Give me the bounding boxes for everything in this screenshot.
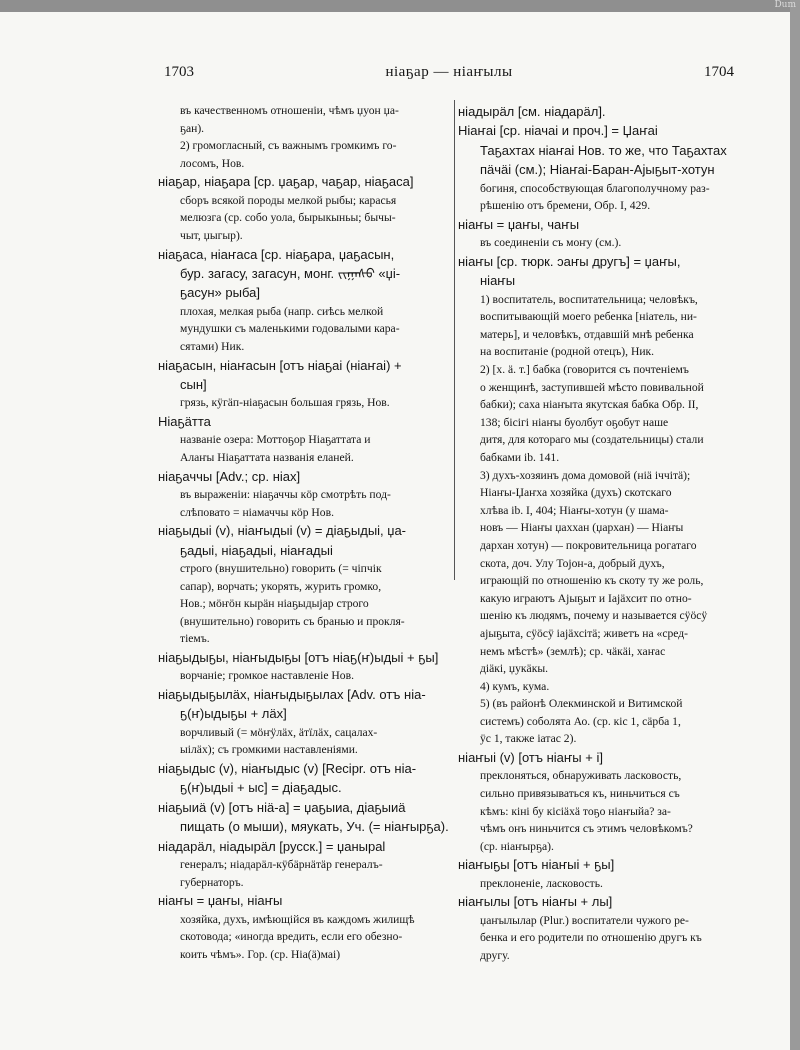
scan-right-edge — [790, 0, 800, 1050]
right-column — [458, 102, 738, 965]
text-line: богиня, способствующая благополучному раз- — [480, 181, 710, 195]
text-line: названіе озера: Моттоҕор Ніаҕаттата и — [180, 433, 371, 447]
headword-line: ніадырäл [см. ніадарäл]. — [458, 104, 606, 119]
text-line: строго (внушительно) говорить (= чіпчік — [180, 561, 382, 575]
text-line: сапар), ворчать; укорять, журить громко, — [180, 579, 382, 593]
headword-line: ніаҕасын, ніаҥасын [отъ ніаҕаі (ніаҥаі) + — [158, 357, 402, 373]
headword-line: ніаҥы — [480, 273, 516, 289]
text-line: кѣмъ: кіні бу кісіäхä тоҕо ніаҥыйа? за- — [480, 804, 671, 818]
text-line: новъ — Ніаҥы џаххан (џархан) — Ніаҥы — [480, 521, 684, 535]
text-line: въ выраженіи: ніаҕаччы кöр смотрѣть под- — [180, 487, 391, 501]
text-line: Алаҥы Ніаҕаттата названія еланей. — [180, 450, 354, 464]
text-line: грязь, кӱгäп-ніаҕасын большая грязь, Нов. — [180, 396, 390, 410]
text-line: играющій по отношенію къ скоту ту же роль, — [480, 574, 704, 588]
text-line: о женщинѣ, заступившей мѣсто повивальной — [480, 380, 704, 394]
text-line: бенка и его родители по отношенію другъ къ — [480, 931, 702, 945]
headword-line: Таҕахтах ніаҥаі Нов. то же, что Таҕахтах — [480, 142, 727, 158]
running-title: ніаҕар — ніаҥылы — [385, 64, 513, 80]
text-line: преклоняться, обнаруживать ласковость, — [480, 769, 682, 783]
text-line: системъ) соболята Ао. (ср. кіс 1, сäрба 1, — [480, 714, 681, 728]
headword-line: Ніаҕäтта — [158, 413, 211, 429]
text-line: дитя, для котораго мы (создательницы) стали — [480, 433, 704, 447]
text-line: мелюзга (ср. собо уола, бырыкыньы; бычы- — [180, 211, 396, 225]
text-line: губернаторъ. — [180, 875, 244, 889]
headword-line: ніаҕыдыі (v), ніаҥыдыі (v) = діаҕыдыі, џа- — [158, 523, 407, 539]
text-line: лосомъ, Нов. — [180, 156, 245, 170]
headword-line: ніаҥылы [отъ ніаҥы + лы] — [458, 894, 613, 910]
headword-line: ніаҥы [ср. тюрк. ɔаҥы другъ] = џаҥы, — [458, 253, 681, 269]
text-line: какую играютъ Ајыҕыт и Іајäхсит по отно- — [480, 591, 692, 605]
headword-line: ніаҥы = џаҥы, чаҥы — [458, 216, 580, 232]
text-line: 2) [х. ä. т.] бабка (говорится съ почтеніемъ — [480, 363, 689, 376]
text-line: тіемъ. — [180, 632, 210, 646]
text-line: бабки); саха ніаҥыта якутская бабка Обр. II, — [480, 398, 699, 412]
text-line: бабками ib. 141. — [480, 450, 560, 464]
text-line: мундушки съ маленькими годовалыми кара- — [180, 322, 400, 336]
headword-line: ніаҥы = џаҥы, ніаҥы — [158, 893, 283, 909]
text-line: хлѣва ib. I, 404; Ніаҥы-хотун (у шама- — [480, 503, 669, 517]
text-line: сильно привязываться къ, ниньчиться съ — [480, 787, 680, 801]
text-line: въ соединеніи съ моҥу (см.). — [480, 236, 622, 250]
text-line: 1) воспитатель, воспитательница; человѣкъ, — [480, 292, 698, 306]
text-line: џаҥылылар (Plur.) воспитатели чужого ре- — [480, 913, 689, 927]
scan-edge-label: Dum — [774, 0, 796, 10]
headword-line: ҕасун» рыба] — [180, 285, 260, 301]
text-line: ворчливый (= мöҥӱлäх, äтïлäх, сацалах- — [180, 725, 378, 739]
text-line: чѣмъ онъ ниньчится съ этимъ человѣкомъ? — [480, 822, 693, 836]
headword-line: ҕадыі, ніаҕадыі, ніаҥадыі — [180, 542, 333, 558]
headword-line: ніадарäл, ніадырäл [русск.] = џаныраl — [158, 838, 386, 854]
text-line: ӱс 1, также іатас 2). — [480, 732, 577, 746]
scan-top-edge — [0, 0, 800, 12]
text-line: Ніаҥы-Џаҥха хозяйка (духъ) скотскаго — [480, 486, 672, 500]
text-line: ворчаніе; громкое наставленіе Нов. — [180, 669, 354, 683]
headword-line: ніаҥыі (v) [отъ ніаҥы + і] — [458, 750, 603, 766]
headword-line: ҕ(ҥ)ыдыі + ыс] = діаҕадыс. — [180, 780, 342, 796]
right-page-number: 1704 — [704, 64, 734, 80]
left-column — [158, 102, 452, 963]
text-line: 5) (въ районѣ Олекминской и Витимской — [480, 697, 683, 711]
headword-line: сын] — [180, 376, 207, 392]
text-line: ҕан). — [180, 121, 205, 135]
text-line: 4) кумъ, кума. — [480, 679, 550, 693]
headword-line: ніаҥыҕы [отъ ніаҥыі + ҕы] — [458, 857, 615, 873]
text-line: плохая, мелкая рыба (напр. сиѣсь мелкой — [180, 304, 384, 318]
text-line: дархан хотун) — покровительница рогатаго — [480, 538, 697, 552]
text-line: чыт, џыгыр). — [180, 228, 243, 242]
headword-line: пищать (о мыши), мяукать, Уч. (= ніаҥырҕа). — [180, 819, 449, 835]
headword-line: ніаҕар, ніаҕара [ср. џаҕар, чаҕар, ніаҕаса] — [158, 174, 414, 190]
text-line: ајыҕыта, сӱöсӱ іајäхсітä; живетъ на «сред- — [480, 626, 689, 640]
text-line: въ качественномъ отношеніи, чѣмъ џуон џа- — [180, 104, 399, 117]
text-line: скота, доч. Улу Тојон-а, добрый духъ, — [480, 556, 665, 570]
headword-line: ніаҕыдыс (v), ніаҥыдыс (v) [Recipr. отъ ніа- — [158, 760, 417, 776]
text-line: 2) громогласный, съ важнымъ громкимъ го- — [180, 139, 397, 153]
text-line: немъ мѣстѣ» (землѣ); ср. чäкäі, хаҥас — [480, 644, 666, 658]
text-line: генералъ; ніадарäл-кӱбäрнäтäр генералъ- — [180, 857, 383, 871]
text-line: коить чѣмъ». Гор. (ср. Ніа(ä)маі) — [180, 947, 341, 961]
headword-line: ніаҕыиä (v) [отъ ніä-а] = џаҕыиа, діаҕыиä — [158, 799, 406, 815]
text-line: матерь], и человѣкъ, отдавшій мнѣ ребенка — [480, 327, 694, 341]
left-page-number: 1703 — [164, 64, 194, 80]
column-divider — [454, 100, 455, 580]
text-line: сборъ всякой породы мелкой рыбы; карасья — [180, 193, 397, 207]
text-line: (ср. ніаҥырҕа). — [480, 839, 554, 853]
text-line: 3) духъ-хозяинъ дома домовой (ніä іччітä); — [480, 468, 691, 482]
text-line: (внушительно) говорить съ бранью и прокля- — [180, 614, 405, 628]
text-line: 138; бісігі ніаҥы буолбут оҕобут наше — [480, 415, 669, 429]
headword-line: пäчäі (см.); Ніаҥаі-Баран-Ајыҕыт-хотун — [480, 162, 715, 178]
text-line: хозяйка, духъ, имѣющійся въ каждомъ жилищѣ — [180, 912, 415, 926]
text-line: діäкі, џукäкы. — [480, 662, 549, 676]
headword-line: ніаҕаччы [Adv.; ср. ніах] — [158, 468, 301, 484]
headword-line: ніаҕаса, ніаҥаса [ср. ніаҕара, џаҕасын, — [158, 246, 395, 262]
headword-line: ніаҕыдыҕы, ніаҥыдыҕы [отъ ніаҕ(ҥ)ыдыі + ҕы] — [158, 649, 439, 665]
headword-line: ҕ(ҥ)ыдыҕы + лäх] — [180, 706, 287, 722]
text-line: шенію къ людямъ, почему и называется сӱöсӱ — [480, 609, 708, 623]
text-line: сятами) Ник. — [180, 339, 245, 353]
text-line: Нов.; мöҥöн кырäн ніаҕыдыјар строго — [180, 597, 369, 611]
text-line: преклоненіе, ласковость. — [480, 876, 603, 890]
headword-line: Ніаҥаі [ср. ніачаі и проч.] = Џаҥаі — [458, 123, 658, 139]
headword-line: ніаҕыдыҕылäх, ніаҥыдыҕылах [Adv. отъ ніа- — [158, 686, 426, 702]
text-line: другу. — [480, 949, 510, 963]
text-line: на воспитаніе (родной отецъ), Ник. — [480, 345, 655, 359]
text-line: воспитывающій моего ребенка [ніатель, ни- — [480, 310, 697, 324]
text-line: рѣшенію отъ бремени, Обр. I, 429. — [480, 199, 651, 213]
headword-line: бур. загасу, загасун, монг. ᠵᠢᠭᠠᠰᠤ «џі- — [180, 265, 401, 281]
text-line: ыілäх); съ громкими наставленіями. — [180, 743, 358, 757]
page-header — [164, 64, 734, 86]
text-line: слѣповато = ніамаччы кöр Нов. — [180, 505, 334, 519]
text-line: скотовода; «иногда вредить, если его обезно- — [180, 930, 403, 944]
